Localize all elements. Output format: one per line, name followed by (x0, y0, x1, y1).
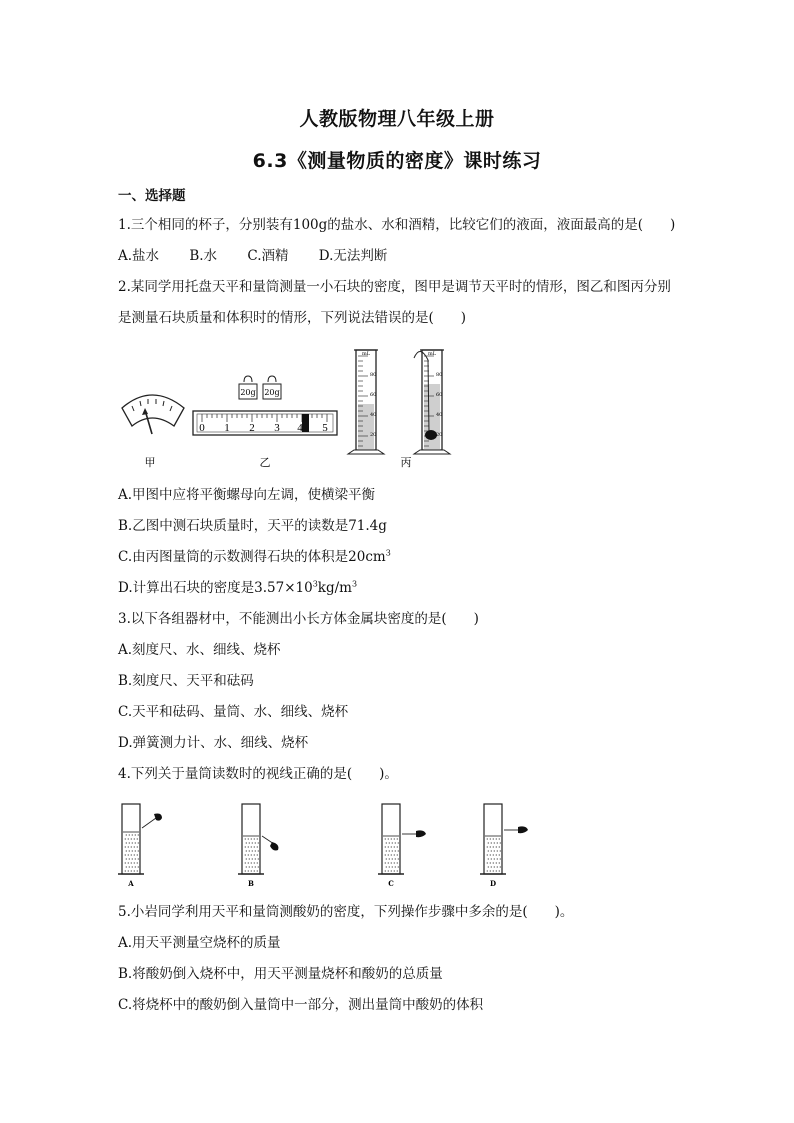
q4-label-b: B (248, 879, 254, 888)
q2-option-c-sup: 3 (385, 548, 391, 558)
q2-option-c (118, 548, 391, 566)
cyl-left-mark-40: 40 (370, 412, 377, 418)
section-heading: 一、选择题 (118, 188, 186, 204)
cylinder-right (414, 350, 450, 454)
ruler-tick-1: 1 (224, 422, 230, 434)
q1-option-a: A.盐水 (118, 248, 160, 264)
ruler-tick-2: 2 (249, 422, 255, 434)
cyl-left-mark-60: 60 (370, 392, 377, 398)
q2-option-b: B.乙图中测石块质量时，天平的读数是71.4g (118, 518, 387, 534)
q4-stem: 4.下列关于量筒读数时的视线正确的是( )。 (118, 766, 398, 782)
q4-cylinder-a (118, 804, 162, 874)
q2-stem-line2: 是测量石块质量和体积时的情形，下列说法错误的是( ) (118, 310, 467, 326)
q5-option-a: A.用天平测量空烧杯的质量 (118, 935, 281, 951)
label-yi: 乙 (259, 457, 271, 469)
q2-stem-line1: 2.某同学用托盘天平和量筒测量一小石块的密度，图甲是调节天平时的情形，图乙和图丙分别 (118, 279, 671, 295)
cyl-right-mark-60: 60 (436, 392, 443, 398)
ruler-tick-3: 3 (274, 422, 280, 434)
q3-stem: 3.以下各组器材中，不能测出小长方体金属块密度的是( ) (118, 611, 479, 627)
q1-stem: 1.三个相同的杯子，分别装有100g的盐水、水和酒精，比较它们的液面，液面最高的是( ) (118, 217, 676, 233)
q4-label-d: D (489, 879, 497, 888)
balance-dial (122, 395, 184, 434)
cyl-left-mark-20: 20 (370, 432, 377, 438)
rider-ruler (193, 411, 337, 435)
q2-option-d-unit: kg/m (317, 580, 352, 596)
q2-option-d-sup1: 3 (312, 579, 318, 589)
ruler-tick-4: 4 (297, 422, 303, 434)
q4-label-a: A (128, 879, 134, 888)
q2-option-d-text: D.计算出石块的密度是3.57×10 (118, 580, 313, 596)
q2-option-d-sup2: 3 (351, 579, 358, 589)
cylinder-left (348, 350, 384, 454)
q2-option-c-text: C.由丙图量筒的示数测得石块的体积是20cm (118, 549, 386, 565)
q3-option-c: C.天平和砝码、量筒、水、细线、烧杯 (118, 704, 349, 720)
weight-2-label: 20g (264, 388, 280, 397)
q5-option-b: B.将酸奶倒入烧杯中，用天平测量烧杯和酸奶的总质量 (118, 966, 443, 982)
label-bing: 丙 (400, 457, 412, 469)
q2-option-a: A.甲图中应将平衡螺母向左调，使横梁平衡 (118, 487, 376, 503)
label-jia: 甲 (144, 457, 156, 469)
q1-option-c: C.酒精 (247, 248, 289, 264)
cyl-left-mark-80: 80 (370, 372, 377, 378)
q1-options (118, 247, 413, 265)
q4-label-c: C (388, 879, 394, 888)
q1-option-d: D.无法判断 (318, 248, 388, 264)
q4-cylinder-c (378, 804, 426, 874)
cyl-right-mark-80: 80 (436, 372, 443, 378)
page-subtitle: 6.3《测量物质的密度》课时练习 (252, 150, 542, 172)
q1-option-b: B.水 (189, 248, 218, 264)
q2-figure (118, 340, 458, 472)
weight-1-label: 20g (240, 388, 256, 397)
cyl-right-mark-20: 20 (436, 432, 443, 438)
cylinder-right-unit: mL (428, 351, 437, 357)
cylinder-left-unit: mL (362, 351, 371, 357)
ruler-tick-0: 0 (199, 422, 205, 434)
ruler-tick-5: 5 (322, 422, 328, 434)
q4-cylinder-d (480, 804, 528, 874)
q4-figure (110, 798, 550, 890)
q3-option-b: B.刻度尺、天平和砝码 (118, 673, 254, 689)
q2-option-d (118, 579, 357, 597)
q4-cylinder-b (238, 804, 278, 874)
q5-option-c: C.将烧杯中的酸奶倒入量筒中一部分，测出量筒中酸奶的体积 (118, 997, 484, 1013)
q5-stem: 5.小岩同学利用天平和量筒测酸奶的密度，下列操作步骤中多余的是( )。 (118, 904, 574, 920)
cyl-right-mark-40: 40 (436, 412, 443, 418)
q3-option-d: D.弹簧测力计、水、细线、烧杯 (118, 735, 309, 751)
q3-option-a: A.刻度尺、水、细线、烧杯 (118, 642, 281, 658)
page-title: 人教版物理八年级上册 (299, 108, 495, 130)
